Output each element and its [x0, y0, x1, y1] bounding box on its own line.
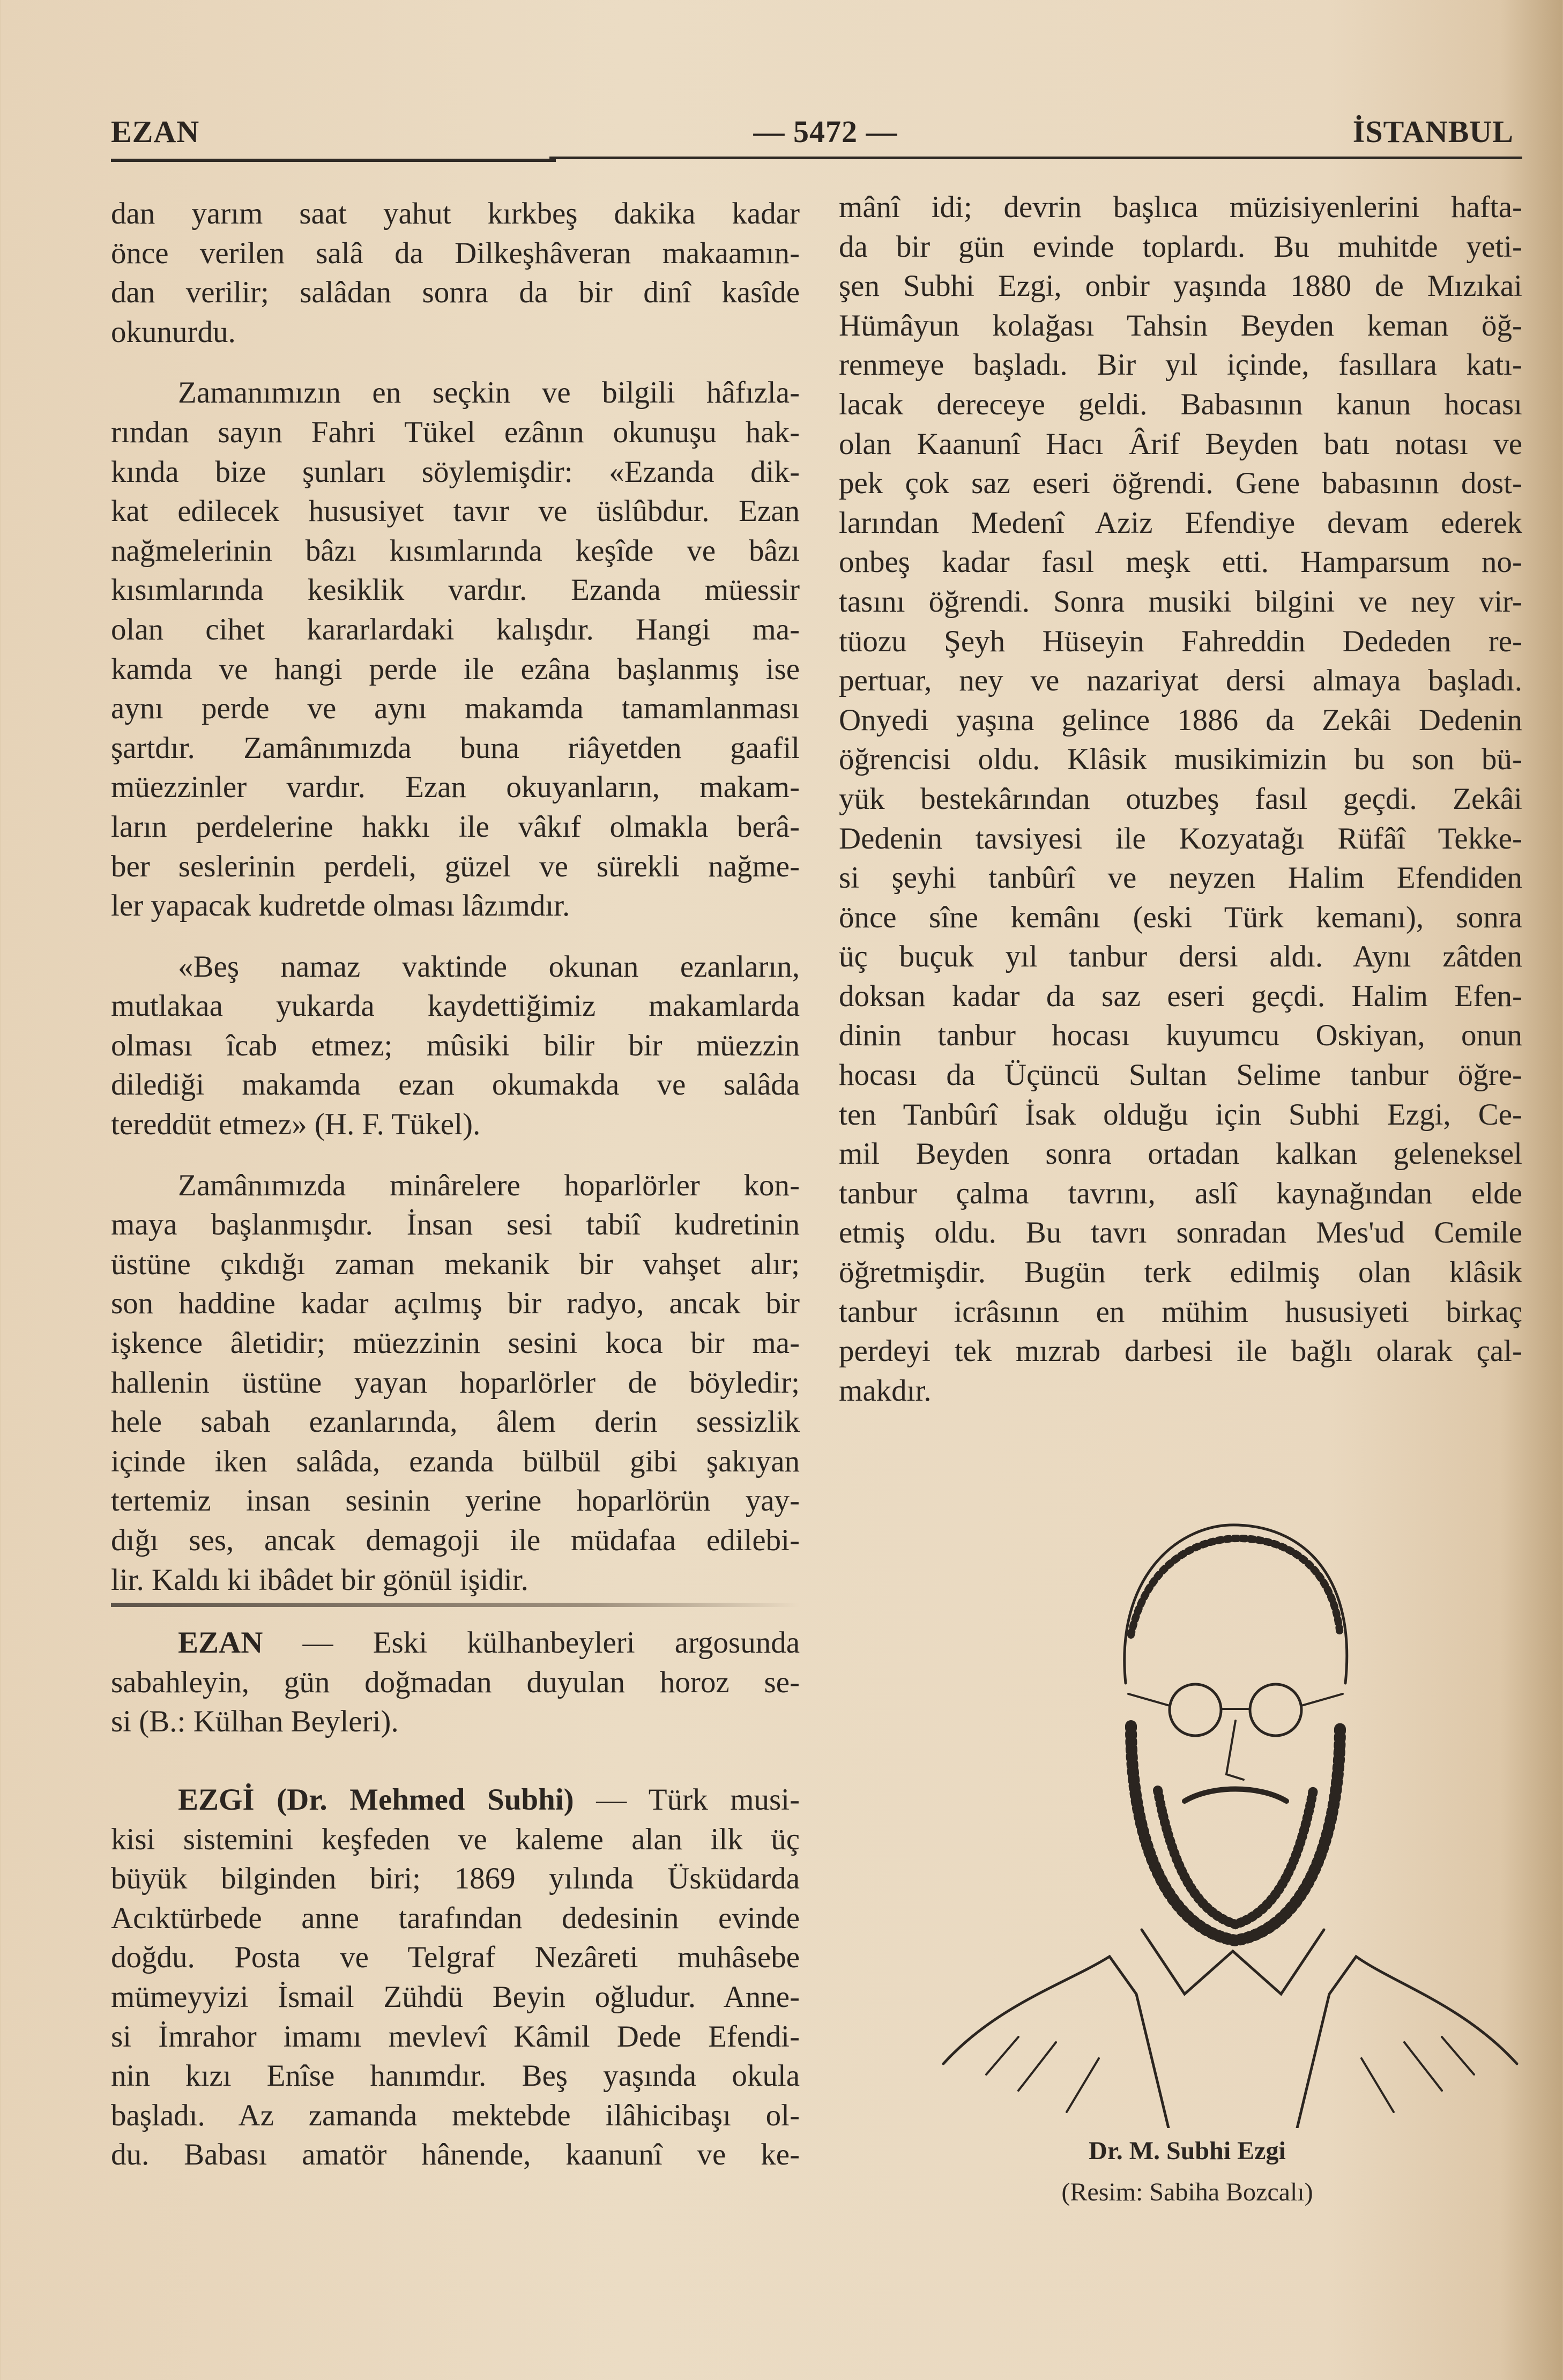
text-line: rından sayın Fahri Tükel ezânın okunuşu hak- [111, 415, 800, 449]
entry-text: — Türk musi- [574, 1782, 800, 1817]
text-line: nağmelerinin bâzı kısımlarında keşîde ve bâzı [111, 533, 800, 568]
text-line: «Beş namaz vaktinde okunan ezanların, [178, 949, 800, 984]
text-line: etmiş oldu. Bu tavrı sonradan Mes'ud Cemile [839, 1216, 1522, 1250]
text-line: aynı perde ve aynı makamda tamamlanması [111, 691, 800, 726]
paragraph [111, 947, 800, 1144]
text-line: tüozu Şeyh Hüseyin Fahreddin Dededen re- [839, 624, 1522, 658]
text-line: kamda ve hangi perde ile ezâna başlanmış ise [111, 652, 800, 686]
text-line: hocası da Üçüncü Sultan Selime tanbur öğre- [839, 1058, 1522, 1092]
dictionary-entry [111, 1780, 800, 2175]
text-line: Hümâyun kolağası Tahsin Beyden keman öğ- [839, 308, 1522, 343]
text-line: Dedenin tavsiyesi ile Kozyatağı Rüfâî Tekke- [839, 821, 1522, 856]
running-head-left: EZAN [111, 114, 200, 149]
text-line: büyük bilginden biri; 1869 yılında Üsküdarda [111, 1862, 800, 1896]
text-line: işkence âletidir; müezzinin sesini koca bir ma- [111, 1326, 800, 1360]
text-line: içinde iken salâda, ezanda bülbül gibi şakıyan [111, 1444, 800, 1478]
left-column [111, 194, 800, 2196]
paragraph [111, 373, 800, 925]
text-line: dan verilir; salâdan sonra da bir dinî kasîde [111, 276, 800, 310]
entry-first-line [111, 1623, 800, 1663]
text-line: Zamânımızda minârelere hoparlörler kon- [178, 1168, 800, 1202]
text-line: öğrencisi oldu. Klâsik musikimizin bu son bü- [839, 742, 1522, 777]
text-line: önce verilen salâ da Dilkeşhâveran makaamın- [111, 236, 800, 270]
figure-credit: (Resim: Sabiha Bozcalı) [1061, 2178, 1313, 2206]
entry-text: — Eski külhanbeyleri argosunda [263, 1626, 800, 1660]
text-line: sabahleyin, gün doğmadan duyulan horoz se- [111, 1665, 800, 1699]
jacket-shading [986, 2037, 1474, 2112]
text-line: da bir gün evinde toplardı. Bu muhitde yeti- [839, 229, 1522, 264]
text-line: okunurdu. [111, 315, 236, 349]
text-line: pertuar, ney ve nazariyat dersi almaya başladı. [839, 664, 1522, 698]
text-line: üstüne çıkdığı zaman mekanik bir vahşet alır; [111, 1247, 800, 1281]
header-rule-left [111, 159, 556, 162]
text-line: makdır. [839, 1373, 932, 1408]
text-line: doksan kadar da saz eseri geçdi. Halim Efen- [839, 979, 1522, 1013]
mustache [1185, 1789, 1286, 1802]
glasses-right [1250, 1684, 1301, 1736]
text-line: mutlakaa yukarda kaydettiğimiz makamlarda [111, 989, 800, 1023]
text-line: olan cihet kararlardaki kalışdır. Hangi ma- [111, 612, 800, 646]
text-line: si (B.: Külhan Beyleri). [111, 1705, 399, 1739]
text-line: ler yapacak kudretde olması lâzımdır. [111, 889, 570, 923]
text-line: şen Subhi Ezgi, onbir yaşında 1880 de Mızıkai [839, 269, 1522, 303]
entry-headword: EZAN [178, 1626, 263, 1660]
entry-headword: EZGİ (Dr. Mehmed Subhi) [178, 1782, 574, 1817]
text-line: kat edilecek hususiyet tavır ve üslûbdur. Ezan [111, 494, 800, 529]
text-line: kisi sistemini keşfeden ve kaleme alan ilk üç [111, 1822, 800, 1856]
figure-caption: Dr. M. Subhi Ezgi [1089, 2137, 1286, 2165]
right-column [839, 188, 1522, 1410]
text-line: tanbur çalma tavrını, aslî kaynağından elde [839, 1176, 1522, 1210]
text-line: mil Beyden sonra ortadan kalkan geleneksel [839, 1137, 1522, 1171]
text-line: renmeye başladı. Bir yıl içinde, fasıllara katı- [839, 348, 1522, 382]
text-line: müezzinler vardır. Ezan okuyanların, makam- [111, 770, 800, 805]
beard [1131, 1726, 1340, 1940]
text-line: tereddüt etmez» (H. F. Tükel). [111, 1107, 481, 1142]
text-line: öğretmişdir. Bugün terk edilmiş olan klâsik [839, 1255, 1522, 1290]
text-line: Zamanımızın en seçkin ve bilgili hâfızla- [178, 376, 800, 410]
section-divider [111, 1603, 800, 1607]
text-line: lir. Kaldı ki ibâdet bir gönül işidir. [111, 1563, 529, 1597]
text-line: hallenin üstüne yayan hoparlörler de böyledir; [111, 1365, 800, 1400]
text-line: ten Tanbûrî İsak olduğu için Subhi Ezgi, Ce- [839, 1097, 1522, 1132]
text-line: son haddine kadar açılmış bir radyo, ancak bir [111, 1286, 800, 1321]
text-line: kısımlarında kesiklik vardır. Ezanda müessir [111, 573, 800, 607]
text-line: önce sîne kemânı (eski Türk kemanı), sonra [839, 900, 1522, 934]
paragraph [111, 194, 800, 352]
glasses-left [1170, 1684, 1221, 1736]
text-line: maya başlanmışdır. İnsan sesi tabiî kudretinin [111, 1208, 800, 1242]
text-line: yük bestekârından otuzbeş fasıl geçdi. Zekâi [839, 782, 1522, 816]
text-line: pek çok saz eseri öğrendi. Gene babasının dost- [839, 466, 1522, 501]
text-line: dilediği makamda ezan okumakda ve salâda [111, 1068, 800, 1102]
running-head-right: İSTANBUL [1352, 114, 1514, 149]
page-number: — 5472 — [753, 114, 898, 149]
header-rule-right [549, 157, 1522, 159]
head-outline [1125, 1525, 1347, 1683]
text-line: olması îcab etmez; mûsiki bilir bir müezzin [111, 1028, 800, 1062]
jacket-outline [943, 1957, 1517, 2128]
text-line: larından Medenî Aziz Efendiye devam ederek [839, 505, 1522, 540]
text-line: dığı ses, ancak demagoji ile müdafaa edilebi- [111, 1523, 800, 1557]
text-line: si şeyhi tanbûrî ve neyzen Halim Efendiden [839, 861, 1522, 895]
text-line: tanbur icrâsının en mühim hususiyeti birkaç [839, 1295, 1522, 1329]
dictionary-entry [111, 1623, 800, 1742]
text-line: ber seslerinin perdeli, güzel ve sürekli nağme- [111, 849, 800, 883]
text-line: tertemiz insan sesinin yerine hoparlörün yay- [111, 1484, 800, 1518]
text-line: doğdu. Posta ve Telgraf Nezâreti muhâsebe [111, 1940, 800, 1975]
text-line: üç buçuk yıl tanbur dersi aldı. Aynı zâtden [839, 940, 1522, 974]
text-line: onbeş kadar fasıl meşk etti. Hamparsum no- [839, 545, 1522, 579]
text-line: mümeyyizi İsmail Zühdü Beyin oğludur. Anne- [111, 1980, 800, 2014]
text-line: hele sabah ezanlarında, âlem derin sessizlik [111, 1405, 800, 1439]
text-line: perdeyi tek mızrab darbesi ile bağlı olarak çal- [839, 1334, 1522, 1368]
text-line: şartdır. Zamânımızda buna riâyetden gaafil [111, 731, 800, 765]
text-line: başladı. Az zamanda mektebde ilâhicibaşı ol- [111, 2098, 800, 2132]
text-line: kında bize şunları söylemişdir: «Ezanda dik- [111, 455, 800, 489]
text-line: Acıktürbede anne tarafından dedesinin evinde [111, 1901, 800, 1935]
text-line: lacak dereceye geldi. Babasının kanun hocası [839, 387, 1522, 421]
text-line: nin kızı Enîse hanımdır. Beş yaşında okula [111, 2059, 800, 2093]
text-line: du. Babası amatör hânende, kaanunî ve ke- [111, 2138, 800, 2172]
paragraph [111, 1166, 800, 1600]
portrait-illustration [933, 1458, 1528, 2128]
text-line: dinin tanbur hocası kuyumcu Oskiyan, onun [839, 1018, 1522, 1053]
text-line: dan yarım saat yahut kırkbeş dakika kadar [111, 197, 800, 230]
text-line: si İmrahor imamı mevlevî Kâmil Dede Efendi- [111, 2019, 800, 2054]
text-line: ların perdelerine hakkı ile vâkıf olmakla berâ- [111, 809, 800, 844]
text-line: tasını öğrendi. Sonra musiki bilgini ve ney vir- [839, 584, 1522, 619]
nose [1226, 1721, 1244, 1780]
text-line: olan Kaanunî Hacı Ârif Beyden batı notası ve [839, 427, 1522, 461]
text-line: mânî idi; devrin başlıca müzisiyenlerini hafta- [839, 190, 1522, 224]
entry-first-line [111, 1780, 800, 1820]
text-line: Onyedi yaşına gelince 1886 da Zekâi Dedenin [839, 703, 1522, 737]
